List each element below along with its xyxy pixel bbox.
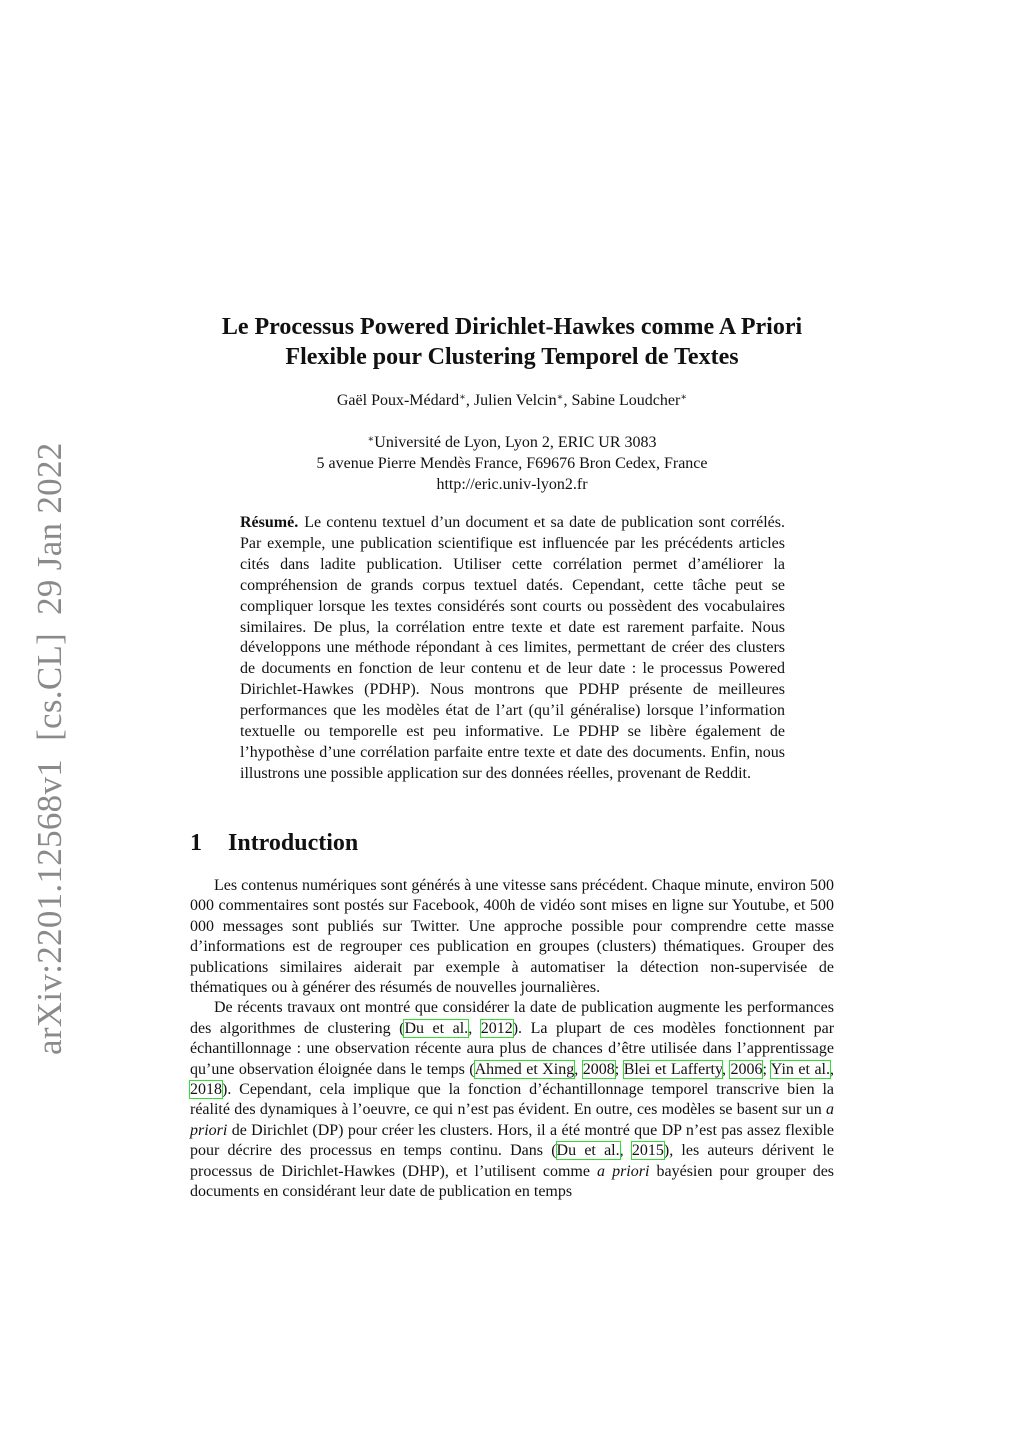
section-number: 1	[190, 830, 202, 856]
author-list: Gaël Poux-Médard∗, Julien Velcin∗, Sabine Loudcher∗	[336, 392, 688, 409]
author-name: Sabine Loudcher	[571, 392, 681, 409]
citation-link[interactable]: 2012	[480, 1019, 513, 1037]
title-line-1: Le Processus Powered Dirichlet-Hawkes comme A Priori	[221, 314, 803, 340]
citation-link[interactable]: Du et al.	[404, 1019, 469, 1037]
abstract-label: Résumé.	[240, 514, 299, 531]
affiliation-mark: ∗	[367, 434, 375, 445]
emphasis: a priori	[190, 1101, 834, 1139]
affiliation-address: 5 avenue Pierre Mendès France, F69676 Bron Cedex, France	[316, 455, 708, 472]
citation-link[interactable]: 2018	[190, 1081, 222, 1099]
citation-link[interactable]: Blei et Lafferty	[623, 1060, 722, 1078]
affiliation-line-1	[190, 432, 834, 453]
introduction-body	[190, 876, 834, 1203]
affiliation-name: Université de Lyon, Lyon 2, ERIC UR 3083	[374, 434, 657, 451]
author-mark: ∗	[680, 392, 688, 403]
citation-link[interactable]: 2015	[631, 1142, 664, 1160]
text-run: ). Cependant, cela implique que la fonction d’échantillonnage temporel transcrive bien la réalité des dynamiques à l’oeuvre, ce qui n’est pas évident. En outre, ces modèles se basent sur un	[190, 1081, 834, 1119]
abstract	[240, 513, 785, 785]
citation-link[interactable]: Du et al.	[556, 1142, 620, 1160]
citation-link[interactable]: Yin et al.	[770, 1060, 830, 1078]
text-run: de Dirichlet (DP) pour créer les clusters. Hors, il a été montré que DP n’est pas assez flexible pour décrire des processus en temps continu. Dans (	[190, 1121, 834, 1160]
section-title: Introduction	[228, 830, 359, 856]
emphasis: a priori	[597, 1162, 650, 1180]
text-run: ). La plupart de ces modèles fonctionnent par échantillonnage : une observation récente aura plus de chances d’être utilisée dans l’apprentissage qu’une observation éloignée dans le temps (	[190, 1019, 835, 1078]
author-name: Gaël Poux-Médard	[336, 392, 460, 409]
paragraph-1: Les contenus numériques sont générés à une vitesse sans précédent. Chaque minute, environ 500 000 commentaires sont postés sur Facebook, 400h de vidéo sont mises en ligne sur Youtube, et 500 000 messages sont publiés sur Twitter. Une approche possible pour comprendre cette masse d’informations est de regrouper ces publication en groupes (clusters) thématiques. Grouper des publications similaires aiderait par exemple à automatiser la détection non-supervisée de thématiques ou à générer des résumés de nouvelles journalières.	[190, 877, 834, 997]
citation-link[interactable]: Ahmed et Xing	[474, 1060, 575, 1078]
text-run: De récents travaux ont montré que considérer la date de publication augmente les performances des algorithmes de clustering (	[190, 999, 834, 1037]
citation-link[interactable]: 2008	[582, 1060, 615, 1078]
arxiv-category: [cs.CL]	[30, 632, 69, 741]
section-heading	[190, 830, 358, 857]
text-run: ), les auteurs dérivent le processus de Dirichlet-Hawkes (DHP), et l’utilisent comme	[190, 1142, 835, 1180]
affiliation	[190, 432, 834, 495]
author-name: Julien Velcin	[473, 392, 557, 409]
arxiv-date: 29 Jan 2022	[30, 442, 69, 615]
arxiv-stamp	[30, 442, 70, 1055]
title-line-2: Flexible pour Clustering Temporel de Textes	[285, 344, 739, 370]
text-run: bayésien pour grouper des documents en considérant leur date de publication en temps	[190, 1162, 835, 1201]
paper-title	[190, 312, 834, 372]
author-mark: ∗	[556, 392, 564, 403]
affiliation-url[interactable]: http://eric.univ-lyon2.fr	[436, 476, 588, 493]
paragraph-2: De récents travaux ont montré que considérer la date de publication augmente les performances des algorithmes de clustering (Du et al., 2012). La plupart de ces modèles fonctionnent par échantillonnage : une observation récente aura plus de chances d’être utilisée dans l’apprentissage qu’une observation éloignée dans le temps (Ahmed et Xing, 2008; Blei et Lafferty, 2006; Yin et al., 2018). Cependant, cela implique que la fonction d’échantillonnage temporel transcrive bien la réalité des dynamiques à l’oeuvre, ce qui n’est pas évident. En outre, ces modèles se basent sur un a priori de Dirichlet (DP) pour créer les clusters. Hors, il a été montré que DP n’est pas assez flexible pour décrire des processus en temps continu. Dans (Du et al., 2015), les auteurs dérivent le processus de Dirichlet-Hawkes (DHP), et l’utilisent comme a priori bayésien pour grouper des documents en considérant leur date de publication en temps	[190, 999, 835, 1201]
abstract-text: Le contenu textuel d’un document et sa date de publication sont corrélés. Par exemple, une publication scientifique est influencée par les précédents articles cités dans ladite publication. Utiliser cette corrélation permet d’améliorer la compréhension de grands corpus textuel datés. Cependant, cette tâche peut se compliquer lorsque les textes considérés sont courts ou possèdent des vocabulaires similaires. De plus, la corrélation entre texte et date est rarement parfaite. Nous développons une méthode répondant à ces limites, permettant de créer des clusters de documents en fonction de leur contenu et de leur date : le processus Powered Dirichlet-Hawkes (PDHP). Nous montrons que PDHP présente de meilleures performances que les modèles état de l’art (qu’il généralise) lorsque l’information textuelle ou temporelle est peu informative. Le PDHP se libère également de l’hypothèse d’une corrélation parfaite entre texte et date des documents. Enfin, nous illustrons une possible application sur des données réelles, provenant de Reddit.	[240, 514, 785, 782]
arxiv-id: arXiv:2201.12568v1	[30, 758, 69, 1055]
author-mark: ∗	[459, 392, 466, 403]
citation-link[interactable]: 2006	[730, 1060, 763, 1078]
